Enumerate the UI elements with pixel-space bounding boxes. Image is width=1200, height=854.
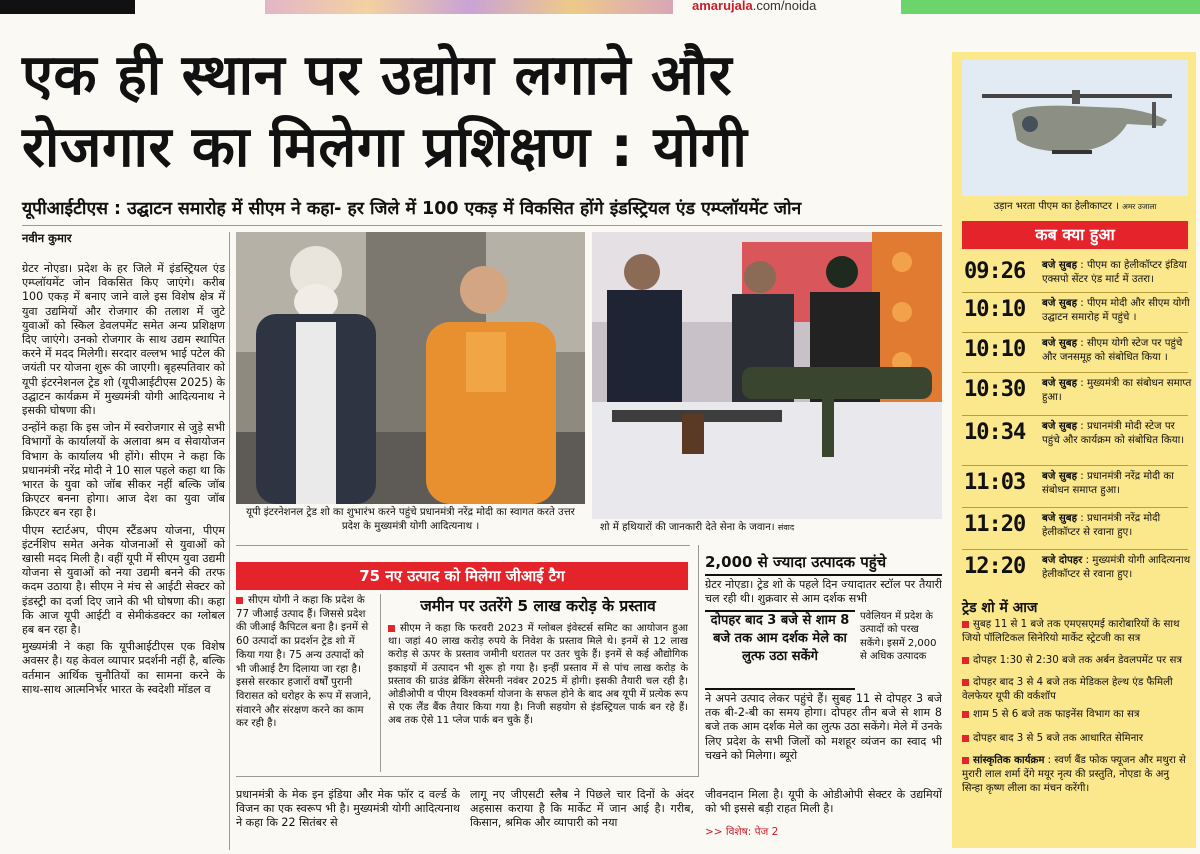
photo-caption-2-text: शो में हथियारों की जानकारी देते सेना के जवान। xyxy=(600,522,775,533)
bullet-icon xyxy=(962,711,969,718)
gi-box-paragraph: सीएम योगी ने कहा कि प्रदेश के 77 जीआई उत्पाद हैं। जिससे प्रदेश की जीआई कैपिटल बना है। इनमें से 60 उत्पादों का प्रदर्शन ट्रेड शो में किया गया है। 75 अन्य उत्पादों को भी जीआई टैग दिलाया जा रहा है। इससे सरकार हजारों वर्षों पुरानी विरासत को धरोहर के रूप में सजाने, संवारने और संरक्षण करने का काम कर रही है। xyxy=(236,594,372,730)
trade-item-text: सुबह 11 से 1 बजे तक एमएसएमई कारोबारियों के साथ जियो पॉलिटिकल सिनेरियो मार्केट स्ट्रेटजी का सत्र xyxy=(962,619,1180,644)
timeline-period: बजे सुबह xyxy=(1042,513,1078,524)
timeline-period: बजे दोपहर xyxy=(1042,555,1083,566)
timeline-separator xyxy=(962,507,1188,508)
timeline-row xyxy=(952,295,1196,333)
photo-caption-1: यूपी इंटरनेशनल ट्रेड शो का शुभारंभ करने पहुंचे प्रधानमंत्री नरेंद्र मोदी का स्वागत करते उत्तर प्रदेश के मुख्यमंत्री योगी आदित्यनाथ । xyxy=(246,507,575,532)
bullet-icon xyxy=(962,735,969,742)
helicopter-caption xyxy=(962,198,1188,212)
timeline-separator xyxy=(962,465,1188,466)
trade-item-text: दोपहर 1:30 से 2:30 बजे तक अर्बन डेवलपमेंट पर सत्र xyxy=(973,655,1182,666)
timeline-description: : प्रधानमंत्री मोदी स्टेज पर पहुंचे और कार्यक्रम को संबोधित किया। xyxy=(1042,421,1185,446)
gi-box-text xyxy=(236,594,374,772)
timeline-period: बजे सुबह xyxy=(1042,298,1078,309)
timeline-separator xyxy=(962,415,1188,416)
top-right-advertisement[interactable] xyxy=(901,0,1200,14)
timeline-period: बजे सुबह xyxy=(1042,421,1078,432)
headline-line-1: एक ही स्थान पर उद्योग लगाने और xyxy=(22,43,733,108)
headline-line-2: रोजगार का मिलेगा प्रशिक्षण : योगी xyxy=(22,115,748,180)
timeline-description: : पीएम का हेलीकॉप्टर इंडिया एक्सपो सेंटर एंड मार्ट में उतरा। xyxy=(1042,260,1187,285)
timeline-row xyxy=(952,257,1196,295)
timeline-time: 11:20 xyxy=(964,512,1026,537)
story-paragraph: पीएम स्टार्टअप, पीएम स्टैंडअप योजना, पीएम इंटर्नशिप समेत अनेक योजनाओं से युवाओं को खासी मदद मिली है। वहीं यूपी में सीएम युवा उद्यमी योजना से युवाओं को नया उद्यमी बनने की तरफ कदम उठाया है। सीएम ने मंच से आईटी सेक्टर को इंडस्ट्री का दर्जा दिए जाने की भी घोषणा की। कहा कि आज यूपी आईटी व सेमीकंडक्टर का ग्लोबल हब बन रहा है। xyxy=(22,523,225,637)
story-paragraph: ग्रेटर नोएडा। प्रदेश के हर जिले में इंडस्ट्रियल एंड एम्प्लॉयमेंट जोन विकसित किए जाएंगे। करीब 100 एकड़ में बनाए जाने वाले इस विशेष क्षेत्र में युवा उद्यमियों और रोजगार की तलाश में जुटे युवाओं को स्किल डेवलपमेंट समेत अन्य प्रशिक्षण दिए जाएंगे। उनको रोजगार के साथ उद्यम स्थापित करने में मदद मिलेगी। सरदार वल्लभ भाई पटेल की जयंती पर योजना शुरू की जाएगी। बृहस्पतिवार को यूपी इंटरनेशनल ट्रेड शो (यूपीआईटीएस 2025) के उद्घाटन कार्यक्रम में मुख्यमंत्री योगी आदित्यनाथ ने इसकी घोषणा की। xyxy=(22,262,225,418)
timeline-description: : प्रधानमंत्री नरेंद्र मोदी हेलीकॉप्टर से रवाना हुए। xyxy=(1042,513,1161,538)
bullet-icon xyxy=(962,679,969,686)
trade-item-text: : स्वर्ण बैंड फोक फ्यूजन और मथुरा से मुरारी लाल शर्मा देंगे मयूर नृत्य की प्रस्तुति, नोएडा के अनु सिन्हा कृष्ण लीला का मंचन करेंगी। xyxy=(962,755,1186,794)
bullet-icon xyxy=(388,625,395,632)
timeline-time: 10:10 xyxy=(964,297,1026,322)
timeline-row xyxy=(952,335,1196,373)
page-headline xyxy=(22,40,942,184)
subheadline: यूपीआईटीएस : उद्घाटन समारोह में सीएम ने कहा- हर जिले में 100 एकड़ में विकसित होंगे इंडस्ट्रियल एंड एम्प्लॉयमेंट जोन xyxy=(22,199,802,219)
timeline-time: 10:34 xyxy=(964,420,1026,445)
divider xyxy=(236,545,690,546)
timeline-row xyxy=(952,468,1196,506)
byline: नवीन कुमार xyxy=(22,231,72,245)
top-strip xyxy=(0,0,1200,16)
timeline-text xyxy=(1042,337,1192,365)
trade-show-item xyxy=(962,754,1188,796)
timeline-separator xyxy=(962,292,1188,293)
bottom-text-col-2: लागू नए जीएसटी स्लैब ने पिछले चार दिनों के अंदर अहसास कराया है कि मार्केट में जान आई है। गरीब, किसान, श्रमिक और व्यापारी को नया xyxy=(470,788,694,830)
divider xyxy=(22,225,942,226)
column-divider xyxy=(229,232,230,850)
bullet-icon xyxy=(962,621,969,628)
investment-box-text xyxy=(388,622,688,772)
timeline-description: : मुख्यमंत्री का संबोधन समाप्त हुआ। xyxy=(1042,378,1192,403)
bullet-icon xyxy=(962,657,969,664)
photo-caption-2 xyxy=(600,521,940,535)
main-story-column xyxy=(22,262,225,852)
timeline-description: : मुख्यमंत्री योगी आदित्यनाथ हेलीकॉप्टर से रवाना हुए। xyxy=(1042,555,1191,580)
timeline-description: : प्रधानमंत्री नरेंद्र मोदी का संबोधन समाप्त हुआ। xyxy=(1042,471,1174,496)
timeline-description: : सीएम योगी स्टेज पर पहुंचे और जनसमूह को संबोधित किया । xyxy=(1042,338,1183,363)
timeline-time: 11:03 xyxy=(964,470,1026,495)
producers-inset-box: दोपहर बाद 3 बजे से शाम 8 बजे तक आम दर्शक मेले का लुत्फ उठा सकेंगे xyxy=(705,610,855,690)
timeline-period: बजे सुबह xyxy=(1042,378,1078,389)
timeline-row xyxy=(952,552,1196,590)
investment-box-paragraph: सीएम ने कहा कि फरवरी 2023 में ग्लोबल इंवेस्टर्स समिट का आयोजन हुआ था। जहां 40 लाख करोड़ रुपये के निवेश के प्रस्ताव मिले थे। इनमें से 12 लाख करोड़ से ऊपर के प्रस्ताव जमीनी धरातल पर उतर चुके हैं। इनमें से कई औद्योगिक इकाइयों में उत्पादन भी शुरू हो गया है। इन्हीं प्रस्ताव में से पांच लाख करोड़ के प्रस्ताव की ग्राउंड ब्रेकिंग सेरेमनी नवंबर 2025 में होगी। इसकी तैयारी चल रही है। ओडीओपी व पीएम विश्वकर्मा योजना के सफल होने के बाद अब यूपी में प्रत्येक रूप से एक लैंड बैंक तैयार किया गया है। निजी सहयोग से इंडस्ट्रियल पार्क बन रहे हैं। अब तक ऐसे 11 प्लेज पार्क बन चुके हैं। xyxy=(388,623,688,727)
timeline-text xyxy=(1042,377,1192,405)
timeline-row xyxy=(952,375,1196,413)
timeline-time: 09:26 xyxy=(964,259,1026,284)
top-advertisement[interactable] xyxy=(265,0,673,14)
bottom-text-col-1: प्रधानमंत्री के मेक इन इंडिया और मेक फॉर द वर्ल्ड के विजन का एक स्वरूप भी है। मुख्यमंत्री योगी आदित्यनाथ ने कहा कि 22 सितंबर से xyxy=(236,788,460,830)
producers-text-top: ग्रेटर नोएडा। ट्रेड शो के पहले दिन ज्यादातर स्टॉल पर तैयारी चल रही थी। शुक्रवार से आम दर्शक सभी xyxy=(705,578,942,606)
timeline-time: 10:10 xyxy=(964,337,1026,362)
trade-show-item xyxy=(962,732,1188,746)
trade-show-today-title: ट्रेड शो में आज xyxy=(962,600,1038,616)
timeline-period: बजे सुबह xyxy=(1042,471,1078,482)
timeline-text xyxy=(1042,554,1192,582)
timeline-text xyxy=(1042,420,1192,448)
masthead-logo xyxy=(0,0,135,14)
bullet-icon xyxy=(962,757,969,764)
trade-item-text: शाम 5 से 6 बजे तक फाइनेंस विभाग का सत्र xyxy=(973,709,1140,720)
photo-soldiers-weapons xyxy=(592,232,942,519)
trade-show-item xyxy=(962,654,1188,668)
timeline-text xyxy=(1042,259,1192,287)
timeline-row xyxy=(952,418,1196,456)
trade-item-text: दोपहर बाद 3 से 4 बजे तक मेडिकल हेल्थ एंड फैमिली वेलफेयर यूपी की वर्कशॉप xyxy=(962,677,1173,702)
bullet-icon xyxy=(236,597,243,604)
trade-item-label: सांस्कृतिक कार्यक्रम xyxy=(973,755,1045,766)
timeline-title: कब क्या हुआ xyxy=(962,221,1188,249)
site-name: amarujala xyxy=(692,0,753,13)
helicopter-caption-text: उड़ान भरता पीएम का हेलीकाप्टर । xyxy=(993,201,1119,212)
producers-title: 2,000 से ज्यादा उत्पादक पहुंचे xyxy=(705,550,942,576)
bottom-text-col-3: जीवनदान मिला है। यूपी के ओडीओपी सेक्टर के उद्यमियों को भी इससे बड़ी राहत मिली है। xyxy=(705,788,942,816)
trade-show-item xyxy=(962,618,1188,646)
special-page-link[interactable]: >> विशेष: पेज 2 xyxy=(705,826,779,838)
producers-text-side: पवेलियन में प्रदेश के उत्पादों को परख सकेंगे। इसमें 2,000 से अधिक उत्पादक xyxy=(860,611,937,662)
site-url[interactable] xyxy=(692,0,816,13)
timeline-period: बजे सुबह xyxy=(1042,260,1078,271)
timeline-period: बजे सुबह xyxy=(1042,338,1078,349)
timeline-time: 12:20 xyxy=(964,554,1026,579)
column-divider xyxy=(380,594,381,772)
gi-box-title: 75 नए उत्पाद को मिलेगा जीआई टैग xyxy=(236,562,688,590)
timeline-text xyxy=(1042,470,1192,498)
timeline-separator xyxy=(962,332,1188,333)
trade-item-text: दोपहर बाद 3 से 5 बजे तक आधारित सेमिनार xyxy=(973,733,1144,744)
story-paragraph: उन्होंने कहा कि इस जोन में स्वरोजगार से जुड़े सभी विभागों के कार्यालयों के अलावा श्रम व सेवायोजन विभाग के कार्यालय भी होंगे। सीएम ने कहा कि प्रधानमंत्री नरेंद्र मोदी ने 10 साल पहले कहा था कि भारत के युवा को जॉब सीकर नहीं बल्कि जॉब क्रिएटर बनना होगा। आज देश का युवा जॉब क्रिएटर बन रहा है। xyxy=(22,421,225,520)
story-paragraph: मुख्यमंत्री ने कहा कि यूपीआईटीएस एक विशेष अवसर है। यह केवल व्यापार प्रदर्शनी नहीं है, बल्कि वर्तमान आर्थिक चुनौतियों का सामना करने के साथ-साथ आत्मनिर्भर भारत के स्वदेशी मॉडल व xyxy=(22,640,225,696)
divider xyxy=(236,776,698,777)
sidebar xyxy=(952,52,1196,848)
producers-text-bottom: ने अपने उत्पाद लेकर पहुंचे हैं। सुबह 11 से दोपहर 3 बजे तक बी-2-बी का समय होगा। दोपहर तीन बजे से शाम 8 बजे तक आम दर्शक मेले का लुत्फ उठा सकेंगे। मेले में उनके लिए प्रदेश के सभी जिलों को मशहूर व्यंजन का स्वाद भी चखने को मिलेगा। ब्यूरो xyxy=(705,692,942,762)
timeline-time: 10:30 xyxy=(964,377,1026,402)
site-domain: .com/noida xyxy=(752,0,817,13)
timeline-separator xyxy=(962,549,1188,550)
timeline-description: : पीएम मोदी और सीएम योगी उद्घाटन समारोह में पहुंचे । xyxy=(1042,298,1190,323)
helicopter-photo xyxy=(962,60,1188,196)
investment-box-title: जमीन पर उतरेंगे 5 लाख करोड़ के प्रस्ताव xyxy=(420,597,656,615)
helicopter-photo-credit: अमर उजाला xyxy=(1122,202,1157,211)
trade-show-item xyxy=(962,708,1188,722)
photo-pm-cm xyxy=(236,232,585,504)
timeline-text xyxy=(1042,297,1192,325)
timeline-text xyxy=(1042,512,1192,540)
timeline-separator xyxy=(962,372,1188,373)
column-divider xyxy=(698,545,699,777)
photo-credit: संवाद xyxy=(777,523,795,532)
timeline-row xyxy=(952,510,1196,548)
trade-show-item xyxy=(962,676,1188,704)
